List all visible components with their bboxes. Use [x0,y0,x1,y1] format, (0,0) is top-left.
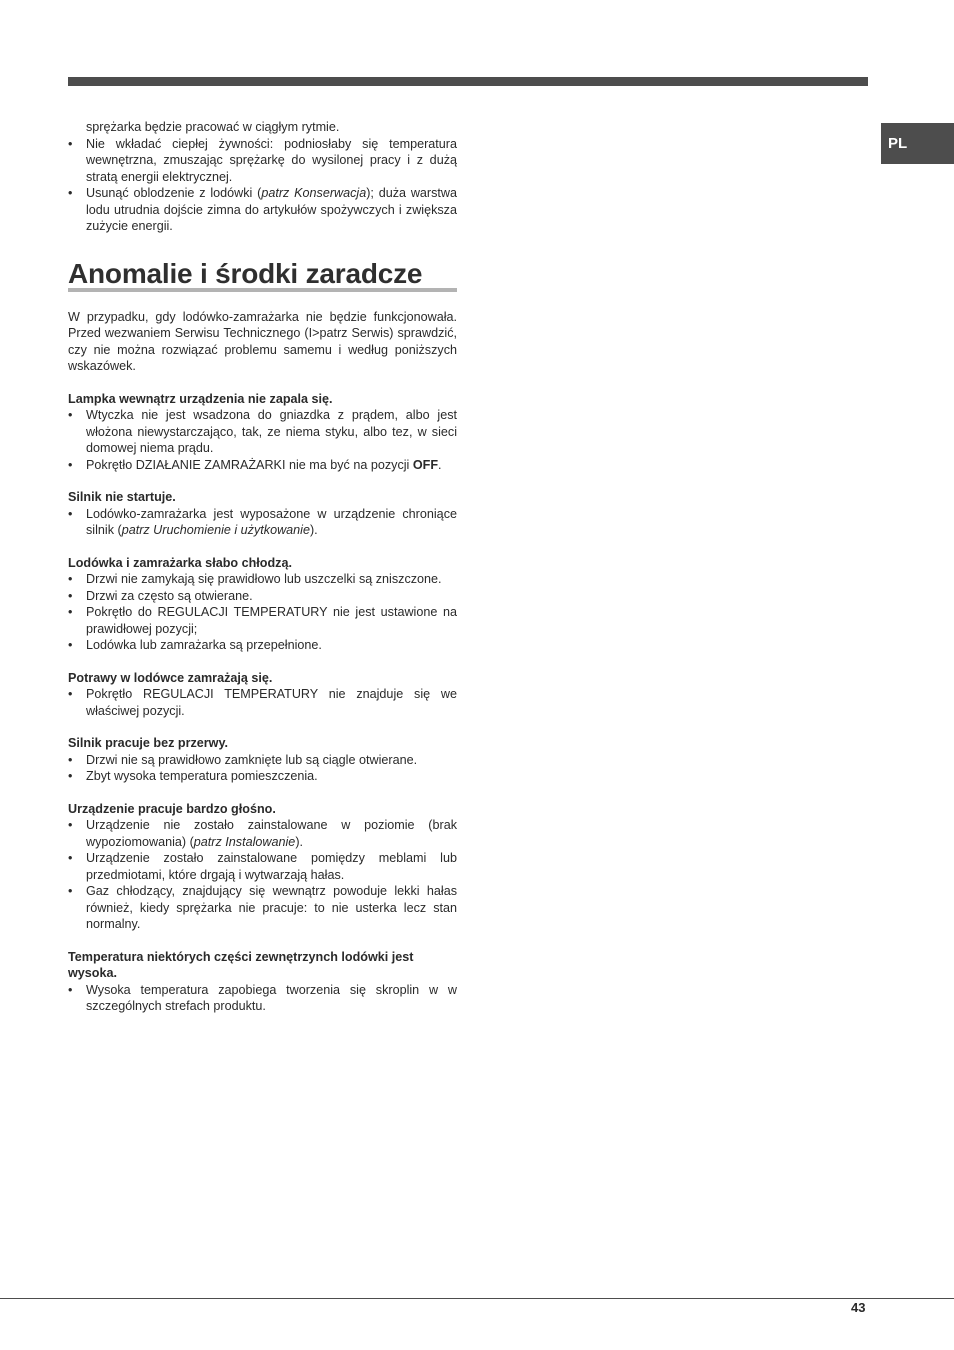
list-item: • Lodówka lub zamrażarka są przepełnione. [68,637,457,654]
main-column [68,119,457,1015]
list-item: • Gaz chłodzący, znajdujący się wewnątrz powoduje lekki hałas również, kiedy sprężarka nie pracuje: to nie usterka lecz stan normalny. [68,883,457,933]
section-heading: Silnik nie startuje. [68,490,176,504]
list-item: • Urządzenie nie zostało zainstalowane w poziomie (brak wypoziomowania) (patrz Instalowanie). [68,817,457,850]
section-heading: Potrawy w lodówce zamrażają się. [68,670,273,685]
list-item: • Drzwi nie zamykają się prawidłowo lub uszczelki są zniszczone. [68,571,457,588]
section-heading: Silnik pracuje bez przerwy. [68,736,229,750]
section-motor-continuous [68,735,457,785]
list-item: • Nie wkładać ciepłej żywności: podniosłaby się temperatura wewnętrzna, zmuszając sprężarkę do wysilonej pracy i z dużą stratą energii elektrycznej. [68,136,457,186]
list-item: • Wtyczka nie jest wsadzona do gniazdka z prądem, albo jest włożona niewystarczająco, tak, ze niema styku, albo tez, w sieci domowej niema prądu. [68,407,457,457]
continuation-text: sprężarka będzie pracować w ciągłym rytmie. [86,120,340,134]
section-lamp [68,391,457,474]
list-item: • Lodówko-zamrażarka jest wyposażone w urządzenie chroniące silnik (patrz Uruchomienie i użytkowanie). [68,506,457,539]
top-bullet-list [68,136,457,235]
section-motor-start [68,489,457,539]
section-heading: Lodówka i zamrażarka słabo chłodzą. [68,555,292,570]
list-item: • Pokrętło do REGULACJI TEMPERATURY nie jest ustawione na prawidłowej pozycji; [68,604,457,637]
section-heading: Lampka wewnątrz urządzenia nie zapala się. [68,391,333,406]
language-tab: PL [881,123,954,164]
section-heading: Temperatura niektórych części zewnętrzynch lodówki jest wysoka. [68,949,414,980]
footer-rule [0,1298,954,1299]
page-number: 43 [851,1300,866,1315]
list-item: • Pokrętło REGULACJI TEMPERATURY nie znajduje się we właściwej pozycji. [68,686,457,719]
list-item: • Drzwi nie są prawidłowo zamknięte lub są ciągle otwierane. [68,752,457,769]
list-item: • Zbyt wysoka temperatura pomieszczenia. [68,768,457,785]
list-item: • Pokrętło DZIAŁANIE ZAMRAŻARKI nie ma być na pozycji OFF. [68,457,457,474]
list-item: • Urządzenie zostało zainstalowane pomiędzy meblami lub przedmiotami, które drgają i wytwarzają hałas. [68,850,457,883]
page-title: Anomalie i środki zaradcze [68,257,423,289]
section-temperature [68,949,457,1015]
section-heading: Urządzenie pracuje bardzo głośno. [68,801,276,816]
list-item: • Wysoka temperatura zapobiega tworzenia się skroplin w w szczególnych strefach produktu. [68,982,457,1015]
list-item: • Drzwi za często są otwierane. [68,588,457,605]
list-item: • Usunąć oblodzenie z lodówki (patrz Konserwacja); duża warstwa lodu utrudnia dojście zimna do artykułów spożywczych i zwiększa zużycie energii. [68,185,457,235]
section-noise [68,801,457,933]
section-cooling [68,555,457,654]
header-rule [68,77,868,86]
intro-paragraph: W przypadku, gdy lodówko-zamrażarka nie będzie funkcjonowała. Przed wezwaniem Serwisu Technicznego (I>patrz Serwis) sprawdzić, czy nie można rozwiązać problemu samemu i według poniższych wskazówek. [68,309,457,373]
section-freezing [68,670,457,720]
